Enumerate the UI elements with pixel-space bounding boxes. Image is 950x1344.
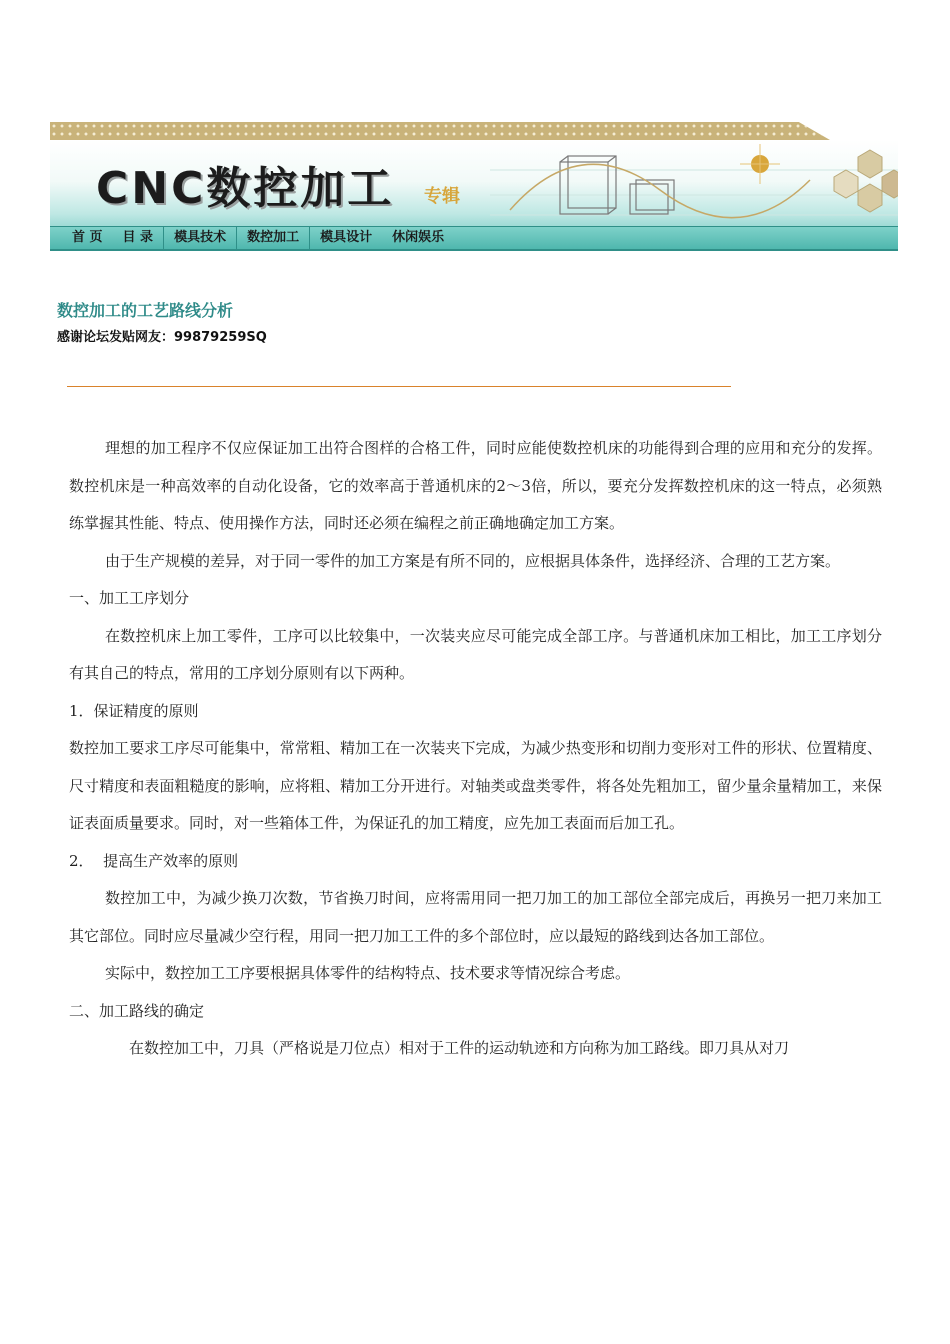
subsection-heading: 2． 提高生产效率的原则 <box>69 851 239 870</box>
article-body <box>69 430 882 1068</box>
nav-home[interactable]: 首 页 <box>72 230 103 245</box>
main-nav <box>50 226 898 251</box>
paragraph: 在数控加工中，刀具（严格说是刀位点）相对于工件的运动轨迹和方向称为加工路线。即刀具从对刀 <box>129 1039 790 1057</box>
nav-mold-technology[interactable]: 模具技术 <box>164 227 237 249</box>
nav-leisure[interactable]: 休闲娱乐 <box>392 230 445 245</box>
header-banner <box>50 122 898 250</box>
banner-dotted-strip <box>50 122 830 140</box>
paragraph: 数控加工要求工序尽可能集中，常常粗、精加工在一次装夹下完成，为减少热变形和切削力变形对工件的形状、位置精度、尺寸精度和表面粗糙度的影响，应将粗、精加工分开进行。对轴类或盘类零件，将各处先粗加工，留少量余量精加工，来保证表面质量要求。同时，对一些箱体工件，为保证孔的加工精度，应先加工表面而后加工孔。 <box>69 739 882 832</box>
paragraph: 数控加工中，为减少换刀次数，节省换刀时间，应将需用同一把刀加工的加工部位全部完成后，再换另一把刀来加工其它部位。同时应尽量减少空行程，用同一把刀加工工件的多个部位时，应以最短的路线到达各加工部位。 <box>69 889 882 945</box>
divider-line <box>67 386 731 387</box>
section-heading: 一、加工工序划分 <box>69 589 190 607</box>
article-title: 数控加工的工艺路线分析 <box>57 301 234 320</box>
nav-mold-design[interactable]: 模具设计 <box>320 230 373 245</box>
article-credit: 感谢论坛发贴网友：99879259SQ <box>57 330 267 345</box>
subsection-heading: 1．保证精度的原则 <box>69 701 199 720</box>
section-heading: 二、加工路线的确定 <box>69 1001 205 1020</box>
paragraph: 由于生产规模的差异，对于同一零件的加工方案是有所不同的，应根据具体条件，选择经济、合理的工艺方案。 <box>105 551 841 570</box>
paragraph: 理想的加工程序不仅应保证加工出符合图样的合格工件，同时应能使数控机床的功能得到合理的应用和充分的发挥。数控机床是一种高效率的自动化设备，它的效率高于普通机床的2～3倍，所以，要充分发挥数控机床的这一特点，必须熟练掌握其性能、特点、使用操作方法，同时还必须在编程之前正确地确定加工方案。 <box>69 439 882 532</box>
paragraph: 实际中，数控加工工序要根据具体零件的结构特点、技术要求等情况综合考虑。 <box>105 964 631 982</box>
banner-image <box>50 140 898 232</box>
nav-contents[interactable]: 目 录 <box>113 227 165 249</box>
nav-cnc-machining[interactable]: 数控加工 <box>237 227 310 249</box>
banner-title: CNC数控加工 <box>96 163 395 214</box>
banner-subtitle: 专辑 <box>424 186 460 207</box>
paragraph: 在数控机床上加工零件，工序可以比较集中，一次装夹应尽可能完成全部工序。与普通机床加工相比，加工工序划分有其自己的特点，常用的工序划分原则有以下两种。 <box>69 626 882 682</box>
banner-decoration-graphic <box>490 140 898 232</box>
